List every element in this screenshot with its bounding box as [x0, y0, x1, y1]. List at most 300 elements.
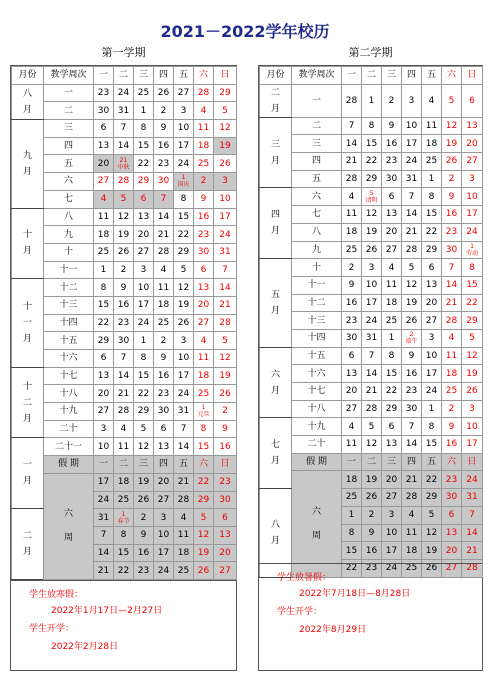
- day-cell: 24: [214, 226, 237, 244]
- week-cell: 四: [44, 137, 94, 155]
- day-cell: 5: [442, 84, 462, 117]
- day-cell: 15: [194, 438, 214, 456]
- day-cell: 5: [134, 420, 154, 438]
- holiday-note: 端午: [405, 338, 418, 346]
- day-cell: 21: [462, 542, 483, 560]
- day-cell: 18: [94, 226, 114, 244]
- day-cell: 27: [194, 314, 214, 332]
- day-cell: 23: [134, 562, 154, 580]
- day-cell: 8: [194, 420, 214, 438]
- winter-break-label: 学生放寒假：: [29, 590, 84, 601]
- day-cell: 4: [342, 188, 362, 206]
- day-cell: 13: [442, 524, 462, 542]
- day-cell: 9: [214, 420, 237, 438]
- day-cell: 10: [154, 526, 174, 544]
- day-cell: 8: [462, 259, 483, 277]
- semester-1-panel: [10, 65, 237, 671]
- day-cell: 1: [134, 102, 154, 120]
- day-cell: 16: [362, 542, 382, 560]
- day-cell: 29: [134, 403, 154, 421]
- day-cell: 1: [422, 400, 442, 418]
- day-cell: 27: [382, 241, 402, 259]
- calendar-row: [12, 243, 237, 261]
- day-cell: 26: [362, 241, 382, 259]
- day-cell: 19: [214, 367, 237, 385]
- day-cell: 21: [214, 296, 237, 314]
- day-cell: 16: [442, 206, 462, 224]
- header-cell: 三: [382, 67, 402, 85]
- calendar-row: [260, 84, 483, 117]
- day-cell: 6: [154, 420, 174, 438]
- day-cell: 4: [194, 102, 214, 120]
- day-cell: 13: [342, 365, 362, 383]
- calendar-row: [12, 385, 237, 403]
- day-cell: 26: [402, 312, 422, 330]
- day-cell: 20: [382, 223, 402, 241]
- day-cell: 1: [94, 261, 114, 279]
- day-cell: 22: [422, 223, 442, 241]
- day-cell: 21: [154, 226, 174, 244]
- day-cell: 25: [114, 491, 134, 509]
- day-cell: 24: [402, 153, 422, 171]
- calendar-row: [260, 312, 483, 330]
- day-cell: 2: [154, 332, 174, 350]
- day-cell: 23: [402, 383, 422, 401]
- day-cell: 14: [462, 524, 483, 542]
- vacation-weekday-cell: 六: [194, 456, 214, 474]
- day-cell: 19: [362, 223, 382, 241]
- week-cell: 十三: [44, 296, 94, 314]
- day-cell: 25: [442, 383, 462, 401]
- day-cell: 19: [362, 471, 382, 489]
- day-cell: 10: [174, 350, 194, 368]
- day-cell: 20: [442, 542, 462, 560]
- day-cell: 15: [462, 276, 483, 294]
- day-cell: 18: [114, 473, 134, 491]
- day-cell: 9: [342, 276, 362, 294]
- day-cell: 4: [94, 190, 114, 208]
- week-cell: 十: [44, 243, 94, 261]
- week-cell: 九: [292, 241, 342, 259]
- day-cell: 8: [174, 190, 194, 208]
- day-cell: 7: [362, 347, 382, 365]
- calendar-row: [260, 471, 483, 489]
- day-cell: 24: [174, 155, 194, 173]
- holiday-note: 春节: [117, 517, 130, 525]
- day-cell: 27: [174, 84, 194, 102]
- day-cell: 13: [422, 276, 442, 294]
- day-cell: 10: [382, 524, 402, 542]
- day-cell: 1 国庆: [174, 173, 194, 191]
- day-cell: 6: [342, 347, 362, 365]
- day-cell: 17: [362, 294, 382, 312]
- calendar-row: [260, 453, 483, 471]
- day-cell: 12: [174, 279, 194, 297]
- day-cell: 25: [174, 562, 194, 580]
- day-cell: 29: [174, 243, 194, 261]
- day-cell: 15: [94, 296, 114, 314]
- day-cell: 1: [134, 332, 154, 350]
- calendar-row: [12, 420, 237, 438]
- calendar-row: [12, 473, 237, 491]
- day-cell: 7: [342, 117, 362, 135]
- header-cell: 五: [174, 67, 194, 85]
- day-cell: 6: [442, 506, 462, 524]
- day-cell: 22: [174, 226, 194, 244]
- day-cell: 14: [402, 206, 422, 224]
- day-cell: 12: [422, 524, 442, 542]
- day-cell: 20: [94, 155, 114, 173]
- day-cell: 9: [402, 347, 422, 365]
- day-cell: 13: [194, 279, 214, 297]
- day-cell: 4: [442, 329, 462, 347]
- day-cell: 3: [462, 170, 483, 188]
- day-cell: 5: [214, 102, 237, 120]
- calendar-header-row: [260, 67, 483, 85]
- day-cell: 21: [174, 473, 194, 491]
- day-cell: 11: [94, 208, 114, 226]
- day-cell: 15: [422, 206, 442, 224]
- semester-2-notes: [259, 563, 482, 671]
- day-cell: 13: [134, 208, 154, 226]
- day-cell: 28: [362, 400, 382, 418]
- day-cell: 18: [342, 471, 362, 489]
- day-cell: 30: [382, 170, 402, 188]
- day-cell: 30: [114, 332, 134, 350]
- calendar-row: [12, 367, 237, 385]
- day-cell: 3: [154, 509, 174, 527]
- vacation-weekday-cell: 五: [174, 456, 194, 474]
- day-cell: 16: [214, 438, 237, 456]
- day-cell: 21: [402, 471, 422, 489]
- week-cell: 十: [292, 259, 342, 277]
- day-cell: 24: [154, 562, 174, 580]
- month-cell: 九 月: [12, 120, 44, 208]
- day-cell: 25: [422, 153, 442, 171]
- calendar-row: [260, 383, 483, 401]
- day-cell: 14: [442, 276, 462, 294]
- vacation-weekday-cell: 一: [342, 453, 362, 471]
- week-cell: 七: [292, 206, 342, 224]
- day-cell: 24: [462, 223, 483, 241]
- day-cell: 6: [134, 190, 154, 208]
- sem1-start-label: 学生开学：: [29, 624, 75, 635]
- day-cell: 24: [114, 84, 134, 102]
- day-cell: 27: [94, 403, 114, 421]
- week-cell: 五: [292, 170, 342, 188]
- day-cell: 26: [134, 491, 154, 509]
- day-cell: 29: [214, 84, 237, 102]
- day-cell: 24: [422, 383, 442, 401]
- day-cell: 20: [214, 544, 237, 562]
- day-cell: 23: [194, 226, 214, 244]
- day-cell: 6: [382, 418, 402, 436]
- week-cell: 十六: [292, 365, 342, 383]
- calendar-row: [12, 137, 237, 155]
- header-cell: 教学周次: [292, 67, 342, 85]
- day-cell: 20: [382, 471, 402, 489]
- day-cell: 1 劳动: [462, 241, 483, 259]
- day-cell: 19: [174, 296, 194, 314]
- vacation-weekday-cell: 二: [114, 456, 134, 474]
- day-cell: 19: [402, 294, 422, 312]
- vacation-header-cell: 假 期: [44, 456, 94, 474]
- day-cell: 20: [422, 294, 442, 312]
- day-cell: 31: [174, 403, 194, 421]
- day-cell: 27: [154, 491, 174, 509]
- day-cell: 18: [194, 367, 214, 385]
- day-cell: 24: [362, 312, 382, 330]
- day-cell: 12: [442, 117, 462, 135]
- day-cell: 7: [402, 188, 422, 206]
- day-cell: 30: [154, 403, 174, 421]
- week-cell: 十一: [292, 276, 342, 294]
- day-cell: 29: [362, 170, 382, 188]
- day-cell: 29: [422, 241, 442, 259]
- day-cell: 14: [154, 208, 174, 226]
- day-cell: 14: [114, 367, 134, 385]
- day-cell: 29: [134, 173, 154, 191]
- day-cell: 19: [442, 135, 462, 153]
- header-cell: 四: [402, 67, 422, 85]
- day-cell: 27: [382, 489, 402, 507]
- header-cell: 一: [342, 67, 362, 85]
- day-cell: 28: [174, 491, 194, 509]
- holiday-note: 国庆: [177, 181, 190, 189]
- day-cell: 16: [134, 544, 154, 562]
- day-cell: 26: [362, 489, 382, 507]
- holiday-note: 劳动: [465, 249, 478, 257]
- day-cell: 28: [154, 243, 174, 261]
- day-cell: 26: [214, 155, 237, 173]
- day-cell: 3: [462, 400, 483, 418]
- day-cell: 25: [342, 241, 362, 259]
- day-cell: 26: [462, 383, 483, 401]
- day-cell: 9: [442, 418, 462, 436]
- day-cell: 12: [214, 350, 237, 368]
- day-cell: 23: [154, 385, 174, 403]
- winter-break-dates: 2022年1月17日—2月27日: [51, 606, 163, 617]
- day-cell: 18: [422, 135, 442, 153]
- day-cell: 5: [462, 329, 483, 347]
- day-cell: 30: [214, 491, 237, 509]
- day-cell: 11: [382, 276, 402, 294]
- day-cell: 9: [382, 117, 402, 135]
- day-cell: 2: [442, 170, 462, 188]
- day-cell: 16: [442, 436, 462, 454]
- vacation-weekday-cell: 四: [402, 453, 422, 471]
- day-cell: 12: [134, 438, 154, 456]
- day-cell: 1: [362, 84, 382, 117]
- day-cell: 17: [402, 135, 422, 153]
- day-cell: 25: [154, 314, 174, 332]
- day-cell: 8: [342, 524, 362, 542]
- day-cell: 16: [342, 294, 362, 312]
- day-cell: 21: [342, 153, 362, 171]
- day-cell: 7: [442, 259, 462, 277]
- day-cell: 27: [442, 559, 462, 577]
- month-cell: 七 月: [260, 418, 292, 489]
- day-cell: 25: [194, 385, 214, 403]
- week-cell: 十七: [44, 367, 94, 385]
- week-cell: 十五: [44, 332, 94, 350]
- day-cell: 22: [362, 153, 382, 171]
- sem2-start-date: 2022年8月29日: [299, 624, 367, 635]
- day-cell: 24: [382, 559, 402, 577]
- day-cell: 2: [214, 403, 237, 421]
- day-cell: 12: [362, 436, 382, 454]
- day-cell: 5: [402, 259, 422, 277]
- header-cell: 五: [422, 67, 442, 85]
- day-cell: 2: [382, 84, 402, 117]
- calendar-row: [12, 190, 237, 208]
- day-cell: 3: [174, 102, 194, 120]
- day-cell: 16: [114, 296, 134, 314]
- day-cell: 25: [382, 312, 402, 330]
- day-cell: 30: [402, 400, 422, 418]
- month-cell: 十 二 月: [12, 367, 44, 438]
- day-cell: 4: [154, 261, 174, 279]
- day-cell: 2: [194, 173, 214, 191]
- day-cell: 7: [154, 190, 174, 208]
- day-cell: 14: [114, 137, 134, 155]
- day-cell: 2: [342, 259, 362, 277]
- day-cell: 2: [154, 102, 174, 120]
- day-cell: 28: [214, 314, 237, 332]
- day-cell: 30: [442, 241, 462, 259]
- week-cell: 八: [44, 208, 94, 226]
- day-cell: 4: [114, 420, 134, 438]
- vacation-weekday-cell: 二: [362, 453, 382, 471]
- day-cell: 17: [422, 365, 442, 383]
- day-cell: 11: [174, 526, 194, 544]
- day-cell: 7: [174, 420, 194, 438]
- day-cell: 24: [462, 471, 483, 489]
- week-cell: 十八: [44, 385, 94, 403]
- week-cell: 十三: [292, 312, 342, 330]
- day-cell: 7: [94, 526, 114, 544]
- semester-2-title: 第二学期: [348, 46, 393, 59]
- day-cell: 18: [194, 137, 214, 155]
- day-cell: 30: [154, 173, 174, 191]
- day-cell: 16: [402, 365, 422, 383]
- vacation-weekday-cell: 三: [382, 453, 402, 471]
- week-cell: 一: [292, 84, 342, 117]
- day-cell: 23: [442, 471, 462, 489]
- day-cell: 17: [462, 436, 483, 454]
- day-cell: 17: [174, 137, 194, 155]
- day-cell: 13: [382, 436, 402, 454]
- day-cell: 1 春节: [114, 509, 134, 527]
- day-cell: 8: [114, 526, 134, 544]
- day-cell: 23: [94, 84, 114, 102]
- semester-2-calendar-table: [259, 66, 483, 578]
- day-cell: 6: [382, 188, 402, 206]
- week-cell: 十一: [44, 261, 94, 279]
- day-cell: 26: [194, 562, 214, 580]
- day-cell: 23: [214, 473, 237, 491]
- week-cell: 十六: [44, 350, 94, 368]
- day-cell: 28: [114, 403, 134, 421]
- day-cell: 4: [194, 332, 214, 350]
- day-cell: 14: [174, 438, 194, 456]
- calendar-row: [260, 223, 483, 241]
- day-cell: 6: [214, 509, 237, 527]
- day-cell: 30: [94, 102, 114, 120]
- day-cell: 2: [442, 400, 462, 418]
- calendar-row: [12, 102, 237, 120]
- day-cell: 28: [342, 170, 362, 188]
- calendar-row: [12, 350, 237, 368]
- day-cell: 15: [382, 365, 402, 383]
- day-cell: 24: [174, 385, 194, 403]
- day-cell: 18: [382, 294, 402, 312]
- vacation-weekday-cell: 日: [214, 456, 237, 474]
- calendar-row: [260, 400, 483, 418]
- day-cell: 17: [214, 208, 237, 226]
- day-cell: 12: [114, 208, 134, 226]
- day-cell: 29: [462, 312, 483, 330]
- day-cell: 9: [362, 524, 382, 542]
- day-cell: 11: [342, 436, 362, 454]
- day-cell: 28: [114, 173, 134, 191]
- month-cell: 四 月: [260, 188, 292, 259]
- day-cell: 23: [362, 559, 382, 577]
- day-cell: 21: [362, 383, 382, 401]
- day-cell: 17: [382, 542, 402, 560]
- calendar-row: [12, 84, 237, 102]
- day-cell: 25: [94, 243, 114, 261]
- week-cell: 七: [44, 190, 94, 208]
- sem2-start-label: 学生开学：: [277, 606, 323, 617]
- day-cell: 9: [442, 188, 462, 206]
- day-cell: 31: [362, 329, 382, 347]
- day-cell: 14: [402, 436, 422, 454]
- month-cell: 三 月: [260, 117, 292, 188]
- vacation-weeks-cell: 六 周: [292, 471, 342, 577]
- day-cell: 10: [462, 418, 483, 436]
- semester-1-title: 第一学期: [101, 46, 146, 59]
- day-cell: 20: [94, 385, 114, 403]
- day-cell: 19: [114, 226, 134, 244]
- calendar-row: [12, 155, 237, 173]
- calendar-row: [260, 329, 483, 347]
- day-cell: 18: [342, 223, 362, 241]
- calendar-row: [260, 188, 483, 206]
- header-cell: 二: [362, 67, 382, 85]
- day-cell: 15: [134, 367, 154, 385]
- day-cell: 13: [94, 367, 114, 385]
- holiday-note: 元旦: [197, 411, 210, 419]
- month-cell: 十 月: [12, 208, 44, 279]
- calendar-row: [12, 208, 237, 226]
- day-cell: 29: [194, 491, 214, 509]
- week-cell: 九: [44, 226, 94, 244]
- day-cell: 11: [154, 279, 174, 297]
- day-cell: 20: [154, 473, 174, 491]
- week-cell: 二: [44, 102, 94, 120]
- calendar-row: [260, 294, 483, 312]
- day-cell: 6: [462, 84, 483, 117]
- vacation-weekday-cell: 六: [442, 453, 462, 471]
- calendar-row: [12, 296, 237, 314]
- day-cell: 16: [154, 137, 174, 155]
- day-cell: 22: [94, 314, 114, 332]
- day-cell: 21 中秋: [114, 155, 134, 173]
- week-cell: 十四: [44, 314, 94, 332]
- day-cell: 13: [382, 206, 402, 224]
- day-cell: 9: [154, 120, 174, 138]
